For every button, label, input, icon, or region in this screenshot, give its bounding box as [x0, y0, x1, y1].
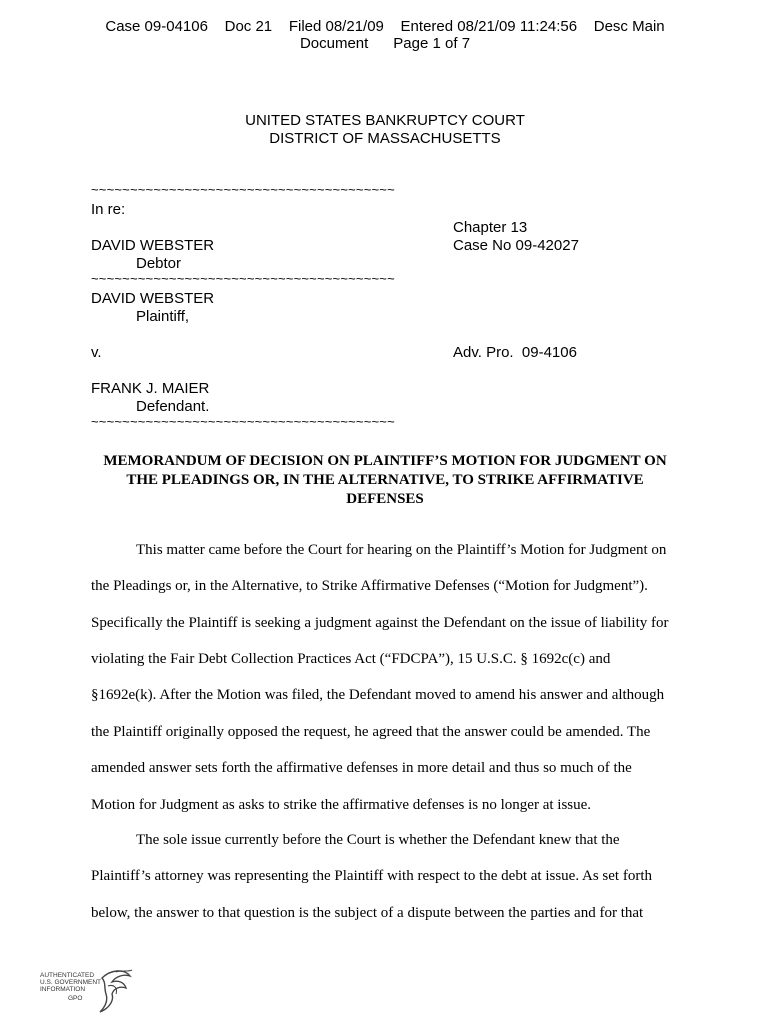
- body-line: Plaintiff’s attorney was representing the Plaintiff with respect to the debt at issue. As set forth: [91, 868, 652, 884]
- court-name: UNITED STATES BANKRUPTCY COURT: [245, 112, 525, 129]
- document-title-line2: THE PLEADINGS OR, IN THE ALTERNATIVE, TO STRIKE AFFIRMATIVE: [126, 472, 644, 488]
- versus-label: v.: [91, 344, 102, 361]
- gpo-authentication-seal: [40, 968, 140, 1016]
- caption-separator-middle: ~~~~~~~~~~~~~~~~~~~~~~~~~~~~~~~~~~~~~~~: [91, 271, 395, 286]
- debtor-role: Debtor: [136, 255, 182, 272]
- body-line: This matter came before the Court for hearing on the Plaintiff’s Motion for Judgment on: [136, 542, 667, 558]
- gpo-seal-line1: AUTHENTICATED: [40, 972, 95, 979]
- chapter-label: Chapter 13: [453, 219, 528, 236]
- filing-stamp-line1: Case 09-04106 Doc 21 Filed 08/21/09 Entered 08/21/09 11:24:56 Desc Main: [105, 18, 665, 35]
- body-line: §1692e(k). After the Motion was filed, the Defendant moved to amend his answer and although: [91, 687, 665, 703]
- court-district: DISTRICT OF MASSACHUSETTS: [269, 130, 501, 147]
- document-title-line1: MEMORANDUM OF DECISION ON PLAINTIFF’S MOTION FOR JUDGMENT ON: [103, 453, 667, 469]
- in-re-label: In re:: [91, 201, 126, 218]
- body-line: below, the answer to that question is the subject of a dispute between the parties and for that: [91, 905, 644, 921]
- filing-stamp: [0, 18, 770, 52]
- filing-stamp-line2: Document Page 1 of 7: [299, 35, 471, 52]
- gpo-seal-line4: GPO: [68, 995, 83, 1002]
- body-line: violating the Fair Debt Collection Practices Act (“FDCPA”), 15 U.S.C. § 1692c(c) and: [91, 651, 611, 667]
- defendant-role: Defendant.: [136, 398, 210, 415]
- adversary-proceeding-number: Adv. Pro. 09-4106: [453, 344, 577, 361]
- caption-separator-top: ~~~~~~~~~~~~~~~~~~~~~~~~~~~~~~~~~~~~~~~: [91, 182, 395, 197]
- body-line: Specifically the Plaintiff is seeking a judgment against the Defendant on the issue of liability for: [91, 615, 669, 631]
- body-line: amended answer sets forth the affirmative defenses in more detail and thus so much of the: [91, 760, 632, 776]
- body-line: the Pleadings or, in the Alternative, to Strike Affirmative Defenses (“Motion for Judgment”).: [91, 578, 648, 594]
- document-title-line3: DEFENSES: [346, 491, 424, 507]
- body-line: the Plaintiff originally opposed the request, he agreed that the answer could be amended. The: [91, 724, 651, 740]
- body-line: The sole issue currently before the Court is whether the Defendant knew that the: [136, 832, 620, 848]
- eagle-emblem-icon: [96, 968, 136, 1016]
- gpo-seal-line2: U.S. GOVERNMENT: [40, 979, 102, 986]
- plaintiff-name: DAVID WEBSTER: [91, 290, 215, 307]
- case-number: Case No 09-42027: [453, 237, 579, 254]
- body-line: Motion for Judgment as asks to strike the affirmative defenses is no longer at issue.: [91, 797, 592, 813]
- gpo-seal-line3: INFORMATION: [40, 986, 86, 993]
- caption-separator-bottom: ~~~~~~~~~~~~~~~~~~~~~~~~~~~~~~~~~~~~~~~: [91, 414, 395, 429]
- debtor-name: DAVID WEBSTER: [91, 237, 215, 254]
- defendant-name: FRANK J. MAIER: [91, 380, 210, 397]
- plaintiff-role: Plaintiff,: [136, 308, 190, 325]
